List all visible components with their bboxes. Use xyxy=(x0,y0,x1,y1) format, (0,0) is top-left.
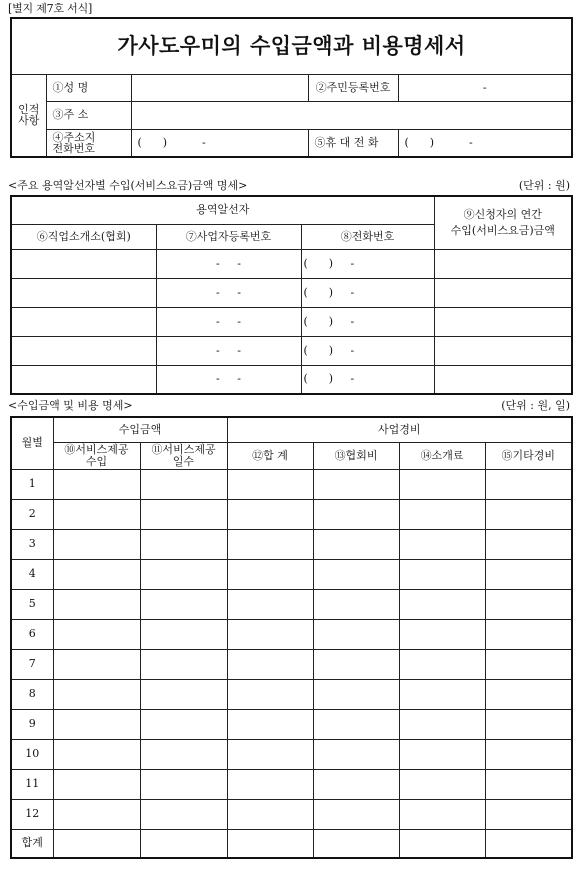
service-income-cell[interactable] xyxy=(53,499,140,529)
month-row xyxy=(11,499,572,529)
assoc-fee-cell[interactable] xyxy=(313,469,399,499)
agency-bizno-cell[interactable]: - - xyxy=(156,365,301,394)
col-other-header: ⑮기타경비 xyxy=(485,442,572,469)
agency-row xyxy=(11,278,572,307)
total-label: 합계 xyxy=(11,829,53,858)
month-label: 3 xyxy=(11,529,53,559)
total-cell[interactable] xyxy=(227,799,313,829)
month-label: 11 xyxy=(11,769,53,799)
mobile-label: ⑤휴 대 전 화 xyxy=(308,129,398,157)
total-row xyxy=(11,829,572,858)
other-cell[interactable] xyxy=(485,649,572,679)
col-month-header: 월별 xyxy=(11,417,53,469)
total-cell[interactable] xyxy=(227,679,313,709)
month-row xyxy=(11,709,572,739)
agency-row xyxy=(11,249,572,278)
service-days-cell[interactable] xyxy=(140,739,227,769)
page-title: 가사도우미의 수입금액과 비용명세서 xyxy=(11,18,572,74)
service-income-cell[interactable] xyxy=(53,469,140,499)
name-label: ①성 명 xyxy=(46,74,131,101)
agency-name-cell[interactable] xyxy=(11,336,156,365)
other-cell[interactable] xyxy=(485,589,572,619)
service-days-cell[interactable] xyxy=(140,559,227,589)
rrn-field[interactable] xyxy=(398,74,572,101)
total-cell[interactable] xyxy=(227,469,313,499)
agency-rows xyxy=(11,249,572,394)
service-income-cell[interactable] xyxy=(53,799,140,829)
service-days-cell[interactable] xyxy=(140,769,227,799)
col-bizno-header: ⑦사업자등록번호 xyxy=(156,224,301,249)
service-days-cell[interactable] xyxy=(140,829,227,858)
assoc-fee-cell[interactable] xyxy=(313,559,399,589)
assoc-fee-cell[interactable] xyxy=(313,709,399,739)
service-income-cell[interactable] xyxy=(53,559,140,589)
col-agency-header: ⑥직업소개소(협회) xyxy=(11,224,156,249)
referral-fee-cell[interactable] xyxy=(399,799,485,829)
agency-unit: (단위 : 원) xyxy=(518,179,570,192)
referral-fee-cell[interactable] xyxy=(399,829,485,858)
total-cell[interactable] xyxy=(227,499,313,529)
service-days-cell[interactable] xyxy=(140,529,227,559)
agency-bizno-cell[interactable]: - - xyxy=(156,307,301,336)
assoc-fee-cell[interactable] xyxy=(313,589,399,619)
home-phone-label xyxy=(46,129,131,157)
total-cell[interactable] xyxy=(227,769,313,799)
service-income-cell[interactable] xyxy=(53,709,140,739)
month-label: 5 xyxy=(11,589,53,619)
referral-fee-cell[interactable] xyxy=(399,469,485,499)
agency-bizno-cell[interactable]: - - xyxy=(156,249,301,278)
month-row xyxy=(11,619,572,649)
assoc-fee-cell[interactable] xyxy=(313,529,399,559)
agency-name-cell[interactable] xyxy=(11,249,156,278)
referral-fee-cell[interactable] xyxy=(399,649,485,679)
assoc-fee-cell[interactable] xyxy=(313,619,399,649)
referral-fee-cell[interactable] xyxy=(399,619,485,649)
service-income-cell[interactable] xyxy=(53,829,140,858)
service-income-cell[interactable] xyxy=(53,589,140,619)
referral-fee-cell[interactable] xyxy=(399,529,485,559)
referral-fee-cell[interactable] xyxy=(399,709,485,739)
assoc-fee-cell[interactable] xyxy=(313,649,399,679)
total-cell[interactable] xyxy=(227,649,313,679)
other-cell[interactable] xyxy=(485,619,572,649)
income-col-header-text: ⑨신청자의 연간 수입(서비스요금)금액 xyxy=(450,208,555,237)
agency-name-cell[interactable] xyxy=(11,307,156,336)
referral-fee-cell[interactable] xyxy=(399,739,485,769)
month-row xyxy=(11,739,572,769)
mobile-field[interactable]: ( ) - xyxy=(398,129,572,157)
other-cell[interactable] xyxy=(485,829,572,858)
total-cell[interactable] xyxy=(227,589,313,619)
agency-phone-cell[interactable]: ( ) - xyxy=(301,336,434,365)
agency-income-cell[interactable] xyxy=(434,278,572,307)
assoc-fee-cell[interactable] xyxy=(313,679,399,709)
service-days-cell[interactable] xyxy=(140,589,227,619)
agency-income-cell[interactable] xyxy=(434,307,572,336)
month-label: 8 xyxy=(11,679,53,709)
month-label: 4 xyxy=(11,559,53,589)
agency-bizno-cell[interactable]: - - xyxy=(156,278,301,307)
col-referral-fee-header: ⑭소개료 xyxy=(399,442,485,469)
month-row xyxy=(11,559,572,589)
month-label: 6 xyxy=(11,619,53,649)
other-cell[interactable] xyxy=(485,739,572,769)
income-col-header xyxy=(434,196,572,249)
agency-income-cell[interactable] xyxy=(434,249,572,278)
col-service-days-text: ⑪서비스제공 일수 xyxy=(151,442,216,468)
total-cell[interactable] xyxy=(227,739,313,769)
assoc-fee-cell[interactable] xyxy=(313,769,399,799)
service-income-cell[interactable] xyxy=(53,739,140,769)
assoc-fee-cell[interactable] xyxy=(313,829,399,858)
month-label: 9 xyxy=(11,709,53,739)
assoc-fee-cell[interactable] xyxy=(313,799,399,829)
other-cell[interactable] xyxy=(485,769,572,799)
col-service-income-text: ⑩서비스제공 수입 xyxy=(64,442,129,468)
col-total-header: ⑫합 계 xyxy=(227,442,313,469)
agency-income-cell[interactable] xyxy=(434,365,572,394)
referral-fee-cell[interactable] xyxy=(399,499,485,529)
expense-group-header: 사업경비 xyxy=(227,417,572,442)
agency-bizno-cell[interactable]: - - xyxy=(156,336,301,365)
total-cell[interactable] xyxy=(227,709,313,739)
agency-phone-cell[interactable]: ( ) - xyxy=(301,307,434,336)
rrn-dash: - xyxy=(482,80,487,94)
income-table xyxy=(10,416,573,859)
service-income-cell[interactable] xyxy=(53,679,140,709)
assoc-fee-cell[interactable] xyxy=(313,499,399,529)
total-cell[interactable] xyxy=(227,529,313,559)
service-income-cell[interactable] xyxy=(53,769,140,799)
col-assoc-fee-header: ⑬협회비 xyxy=(313,442,399,469)
month-row xyxy=(11,469,572,499)
assoc-fee-cell[interactable] xyxy=(313,739,399,769)
service-income-cell[interactable] xyxy=(53,649,140,679)
other-cell[interactable] xyxy=(485,679,572,709)
month-label: 1 xyxy=(11,469,53,499)
total-cell[interactable] xyxy=(227,619,313,649)
month-row xyxy=(11,769,572,799)
service-days-cell[interactable] xyxy=(140,499,227,529)
form-number: [별지 제7호 서식] xyxy=(8,2,93,15)
other-cell[interactable] xyxy=(485,499,572,529)
referral-fee-cell[interactable] xyxy=(399,559,485,589)
home-phone-field[interactable]: ( ) - xyxy=(131,129,308,157)
month-label: 12 xyxy=(11,799,53,829)
month-row xyxy=(11,799,572,829)
referral-fee-cell[interactable] xyxy=(399,769,485,799)
month-label: 10 xyxy=(11,739,53,769)
month-label: 7 xyxy=(11,649,53,679)
month-rows xyxy=(11,469,572,858)
total-cell[interactable] xyxy=(227,829,313,858)
other-cell[interactable] xyxy=(485,469,572,499)
agency-row xyxy=(11,365,572,394)
col-service-income-header xyxy=(53,442,140,469)
agency-name-cell[interactable] xyxy=(11,278,156,307)
month-row xyxy=(11,649,572,679)
agency-phone-cell[interactable]: ( ) - xyxy=(301,249,434,278)
address-field[interactable] xyxy=(131,101,572,129)
month-row xyxy=(11,589,572,619)
other-cell[interactable] xyxy=(485,799,572,829)
rrn-label: ②주민등록번호 xyxy=(308,74,398,101)
referral-fee-cell[interactable] xyxy=(399,679,485,709)
address-label: ③주 소 xyxy=(46,101,131,129)
service-days-cell[interactable] xyxy=(140,799,227,829)
service-income-cell[interactable] xyxy=(53,529,140,559)
agency-row xyxy=(11,307,572,336)
service-days-cell[interactable] xyxy=(140,649,227,679)
agency-phone-cell[interactable]: ( ) - xyxy=(301,365,434,394)
referral-fee-cell[interactable] xyxy=(399,589,485,619)
month-row xyxy=(11,679,572,709)
other-cell[interactable] xyxy=(485,559,572,589)
agency-phone-cell[interactable]: ( ) - xyxy=(301,278,434,307)
service-days-cell[interactable] xyxy=(140,619,227,649)
agency-table xyxy=(10,195,573,395)
income-group-header: 수입금액 xyxy=(53,417,227,442)
col-phone-header: ⑧전화번호 xyxy=(301,224,434,249)
col-service-days-header xyxy=(140,442,227,469)
service-days-cell[interactable] xyxy=(140,679,227,709)
section-label-personal xyxy=(11,74,46,157)
other-cell[interactable] xyxy=(485,709,572,739)
other-cell[interactable] xyxy=(485,529,572,559)
total-cell[interactable] xyxy=(227,559,313,589)
agency-income-cell[interactable] xyxy=(434,336,572,365)
personal-info-table xyxy=(10,17,573,158)
income-section-caption: <수입금액 및 비용 명세> xyxy=(8,399,133,412)
service-days-cell[interactable] xyxy=(140,709,227,739)
agency-group-header: 용역알선자 xyxy=(11,196,434,224)
service-days-cell[interactable] xyxy=(140,469,227,499)
agency-name-cell[interactable] xyxy=(11,365,156,394)
service-income-cell[interactable] xyxy=(53,619,140,649)
month-row xyxy=(11,529,572,559)
section-label-text: 인적 사항 xyxy=(18,102,40,128)
home-phone-label-text: ④주소지 전화번호 xyxy=(52,130,96,155)
name-field[interactable] xyxy=(131,74,308,101)
month-label: 2 xyxy=(11,499,53,529)
agency-section-caption: <주요 용역알선자별 수입(서비스요금)금액 명세> xyxy=(8,179,248,192)
agency-row xyxy=(11,336,572,365)
income-unit: (단위 : 원, 일) xyxy=(501,399,570,412)
